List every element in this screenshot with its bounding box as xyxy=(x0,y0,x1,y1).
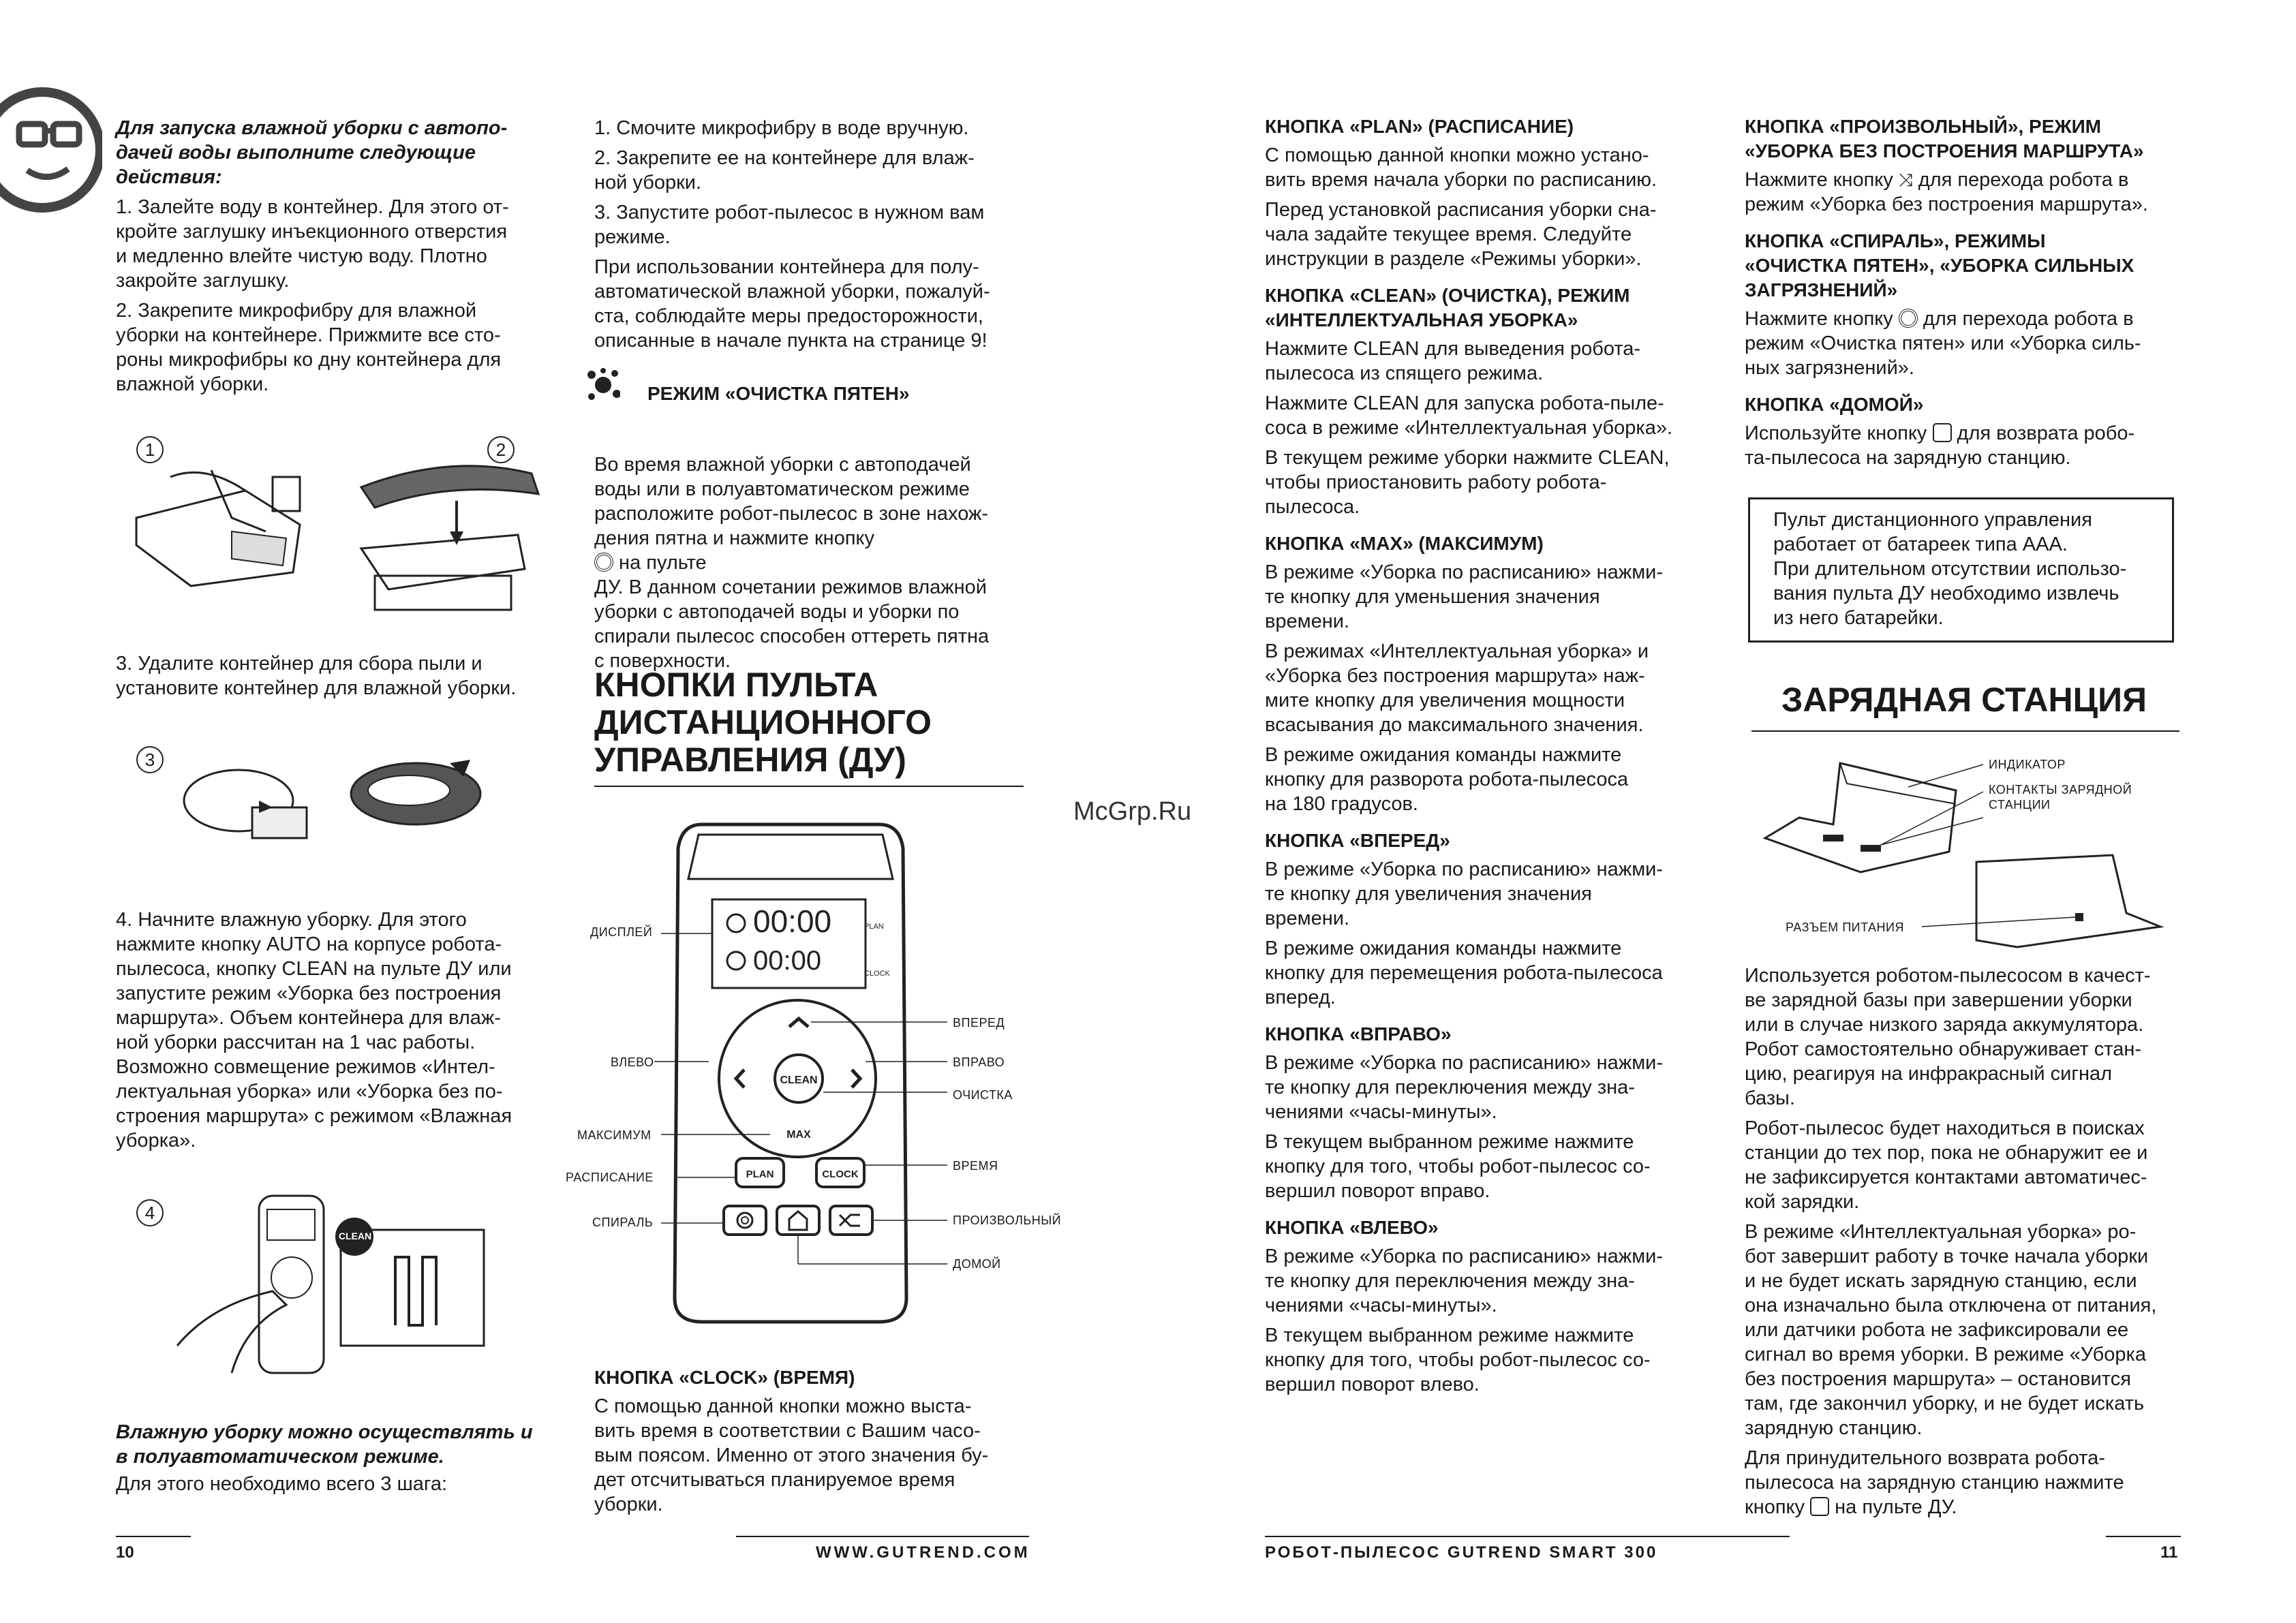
figure-number-1: 1 xyxy=(136,436,164,463)
label-clean: ОЧИСТКА xyxy=(953,1088,1013,1102)
gutrend-face-logo xyxy=(0,82,102,218)
forward-title: КНОПКА «ВПЕРЕД» xyxy=(1265,830,1450,851)
wet-step-1: 1. Залейте воду в контейнер. Для этого от- кройте заглушку инъекционного отверстия и медленно влейте чистую воду. Плотно закройте заглушку. xyxy=(116,196,509,292)
spot-mode-text xyxy=(594,428,1037,673)
semi-auto-bold: Влажную уборку можно осуществлять и в полуавтоматическом режиме. xyxy=(116,1421,533,1468)
spiral-title: КНОПКА «СПИРАЛЬ», РЕЖИМЫ «ОЧИСТКА ПЯТЕН», «УБОРКА СИЛЬНЫХ ЗАГРЯЗНЕНИЙ» xyxy=(1745,230,2134,300)
figure-remote-clean-illustration xyxy=(170,1189,491,1380)
max-p2: В режимах «Интеллектуальная уборка» и «Уборка без построения маршрута» наж- мите кнопку для увеличения мощности всасывания до максимального значения. xyxy=(1265,640,1649,736)
left-p2: В текущем выбранном режиме нажмите кнопку для того, чтобы робот-пылесос со- вершил поворот влево. xyxy=(1265,1325,1651,1395)
home-icon xyxy=(1933,423,1952,442)
plan-title: КНОПКА «PLAN» (РАСПИСАНИЕ) xyxy=(1265,116,1574,137)
left-col-1b xyxy=(116,651,559,706)
spot-text-b: на пульте ДУ. В данном сочетании режимов влажной уборки с автоподачей воды и уборки по спирали пылесос способен оттереть пятна с поверхности. xyxy=(594,552,990,672)
figure-number-3: 3 xyxy=(136,746,164,773)
forward-arrow-icon[interactable] xyxy=(789,1019,808,1027)
plan-p2: Перед установкой расписания уборки сна- чала задайте текущее время. Следуйте инструкции в разделе «Режимы уборки». xyxy=(1265,199,1657,270)
random-title: КНОПКА «ПРОИЗВОЛЬНЫЙ», РЕЖИМ «УБОРКА БЕЗ ПОСТРОЕНИЯ МАРШРУТА» xyxy=(1745,116,2144,161)
display-top-digits: 00:00 xyxy=(753,903,832,939)
label-plan: РАСПИСАНИЕ xyxy=(566,1171,654,1184)
station-p4-a: Для принудительного возврата робота- пылесоса на зарядную станцию нажмите кнопку xyxy=(1745,1447,2124,1518)
spiral-icon xyxy=(594,553,613,572)
station-text xyxy=(1745,963,2194,1525)
clean-p2: Нажмите CLEAN для запуска робота-пыле- соса в режиме «Интеллектуальная уборка». xyxy=(1265,392,1673,439)
semi-note: При использовании контейнера для полу- автоматической влажной уборки, пожалуй- ста, соблюдайте меры предосторожности, описанные в начале пункта на странице 9! xyxy=(594,256,990,352)
label-power-port: РАЗЪЕМ ПИТАНИЯ xyxy=(1786,921,1904,934)
watermark: McGrp.Ru xyxy=(1073,797,1192,826)
spiral-text-b: для перехода робота в режим «Очистка пятен» или «Уборка силь- ных загрязнений». xyxy=(1745,308,2141,379)
right-col-4 xyxy=(1745,114,2194,476)
label-spiral: СПИРАЛЬ xyxy=(592,1216,654,1229)
figure-container-swap-illustration xyxy=(177,753,504,855)
clock-title: КНОПКА «CLOCK» (ВРЕМЯ) xyxy=(594,1367,855,1388)
station-title-rule xyxy=(1751,730,2179,732)
display-bottom-digits: 00:00 xyxy=(753,946,822,976)
semi-step-2: 2. Закрепите ее на контейнере для влаж- ной уборки. xyxy=(594,147,975,194)
remote-clock-button[interactable]: CLOCK xyxy=(822,1169,859,1180)
figure-number-2: 2 xyxy=(487,436,515,463)
right-p1: В режиме «Уборка по расписанию» нажми- те кнопку для переключения между зна- чениями «часы-минуты». xyxy=(1265,1052,1664,1123)
left-col-2 xyxy=(594,116,1037,358)
page-number-right: 11 xyxy=(2160,1543,2178,1562)
label-contacts: КОНТАКТЫ ЗАРЯДНОЙ СТАНЦИИ xyxy=(1989,783,2132,812)
display-plan-label: PLAN xyxy=(864,923,884,931)
forward-p1: В режиме «Уборка по расписанию» нажми- те кнопку для увеличения значения времени. xyxy=(1265,859,1664,929)
display-clock-label: CLOCK xyxy=(864,970,890,978)
right-arrow-icon[interactable] xyxy=(852,1070,860,1087)
left-title: КНОПКА «ВЛЕВО» xyxy=(1265,1217,1439,1238)
wet-intro: Для запуска влажной уборки с автопо- дачей воды выполните следующие действия: xyxy=(116,117,508,188)
spot-text-a: Во время влажной уборки с автоподачей воды или в полуавтоматическом режиме расположите робот-пылесос в зоне нахож- дения пятна и нажмите кнопку xyxy=(594,454,989,549)
right-p2: В текущем выбранном режиме нажмите кнопку для того, чтобы робот-пылесос со- вершил поворот вправо. xyxy=(1265,1131,1651,1202)
wet-step-4: 4. Начните влажную уборку. Для этого нажмите кнопку AUTO на корпусе робота- пылесоса, кнопку CLEAN на пульте ДУ или запустите режим «Уборка без построения маршрута». Объем контейнера для влаж- ной уборки рассчитан на 1 час работы. Возможно совмещение режимов «Интел- лектуальная уборка» или «Уборка без по- строения маршрута» с режимом «Влажная уборка». xyxy=(116,909,512,1151)
remote-spiral-button[interactable] xyxy=(724,1206,766,1235)
random-text-a: Нажмите кнопку xyxy=(1745,169,1899,191)
semi-step-3: 3. Запустите робот-пылесос в нужном вам режиме. xyxy=(594,202,985,248)
left-col-1 xyxy=(116,116,559,402)
home-text-a: Используйте кнопку xyxy=(1745,422,1933,444)
footer-rule-left-b xyxy=(736,1536,1029,1537)
clean-p3: В текущем режиме уборки нажмите CLEAN, чтобы приостановить работу робота- пылесоса. xyxy=(1265,447,1670,518)
station-title: ЗАРЯДНАЯ СТАНЦИЯ xyxy=(1781,681,2147,719)
station-p4 xyxy=(1745,1446,2194,1519)
right-col-3 xyxy=(1265,114,1715,1402)
remote-plan-button[interactable]: PLAN xyxy=(746,1169,774,1180)
battery-note-1: Пульт дистанционного управления работает от батареек типа ААА. xyxy=(1773,509,2092,555)
battery-note-2: При длительном отсутствии использо- вания пульта ДУ необходимо извлечь из него батарейки. xyxy=(1773,558,2127,629)
label-random: ПРОИЗВОЛЬНЫЙ xyxy=(953,1214,1062,1227)
battery-note-box xyxy=(1748,497,2174,643)
right-title: КНОПКА «ВПРАВО» xyxy=(1265,1023,1452,1045)
spiral-icon xyxy=(1899,309,1918,328)
page-number-left: 10 xyxy=(116,1543,134,1562)
label-home: ДОМОЙ xyxy=(953,1257,1001,1271)
figure-number-4: 4 xyxy=(136,1199,164,1226)
max-p3: В режиме ожидания команды нажмите кнопку для разворота робота-пылесоса на 180 градусов. xyxy=(1265,744,1629,815)
figure-fill-water-illustration xyxy=(129,450,320,613)
label-forward: ВПЕРЕД xyxy=(953,1016,1005,1030)
spot-splash-icon xyxy=(586,368,620,402)
label-max: МАКСИМУМ xyxy=(577,1128,652,1142)
left-arrow-icon[interactable] xyxy=(736,1070,744,1087)
left-col-1d xyxy=(116,1420,559,1502)
remote-section-title: КНОПКИ ПУЛЬТА ДИСТАНЦИОННОГО УПРАВЛЕНИЯ (ДУ) xyxy=(594,666,932,779)
remote-clean-button[interactable]: CLEAN xyxy=(780,1075,818,1086)
footer-rule-right-a xyxy=(1265,1536,1790,1537)
left-col-1c xyxy=(116,908,559,1158)
home-text xyxy=(1745,421,2194,470)
wet-step-3: 3. Удалите контейнер для сбора пыли и установите контейнер для влажной уборки. xyxy=(116,653,517,699)
remote-max-button[interactable]: MAX xyxy=(786,1129,811,1141)
footer-rule-right-b xyxy=(2106,1536,2181,1537)
figure-microfiber-illustration xyxy=(348,453,552,617)
clock-section xyxy=(594,1365,1037,1522)
label-display: ДИСПЛЕЙ xyxy=(590,925,653,939)
wet-step-2: 2. Закрепите микрофибру для влажной уборки на контейнере. Прижмите все сто- роны микрофибры ко дну контейнера для влажной уборки. xyxy=(116,300,502,395)
footer-model: РОБОТ-ПЫЛЕСОС GUTREND SMART 300 xyxy=(1265,1543,1658,1562)
station-p2: Робот-пылесос будет находиться в поисках станции до тех пор, пока не обнаружит ее и не зафиксируется контактами автоматичес- кой зарядки. xyxy=(1745,1117,2148,1213)
footer-rule-left-a xyxy=(116,1536,191,1537)
remote-title-rule xyxy=(594,786,1024,787)
spot-mode-title: РЕЖИМ «ОЧИСТКА ПЯТЕН» xyxy=(647,383,910,404)
label-time: ВРЕМЯ xyxy=(953,1159,998,1173)
remote-control-diagram xyxy=(566,821,1084,1325)
footer-site: WWW.GUTREND.COM xyxy=(816,1543,1030,1562)
clean-p1: Нажмите CLEAN для выведения робота- пылесоса из спящего режима. xyxy=(1265,338,1641,384)
clean-title: КНОПКА «CLEAN» (ОЧИСТКА), РЕЖИМ «ИНТЕЛЛЕКТУАЛЬНАЯ УБОРКА» xyxy=(1265,285,1630,330)
random-text xyxy=(1745,168,2194,217)
station-p3: В режиме «Интеллектуальная уборка» ро- бот завершит работу в точке начала уборки и не будет искать зарядную станцию, если она изначально была отключена от питания, или датчики робота не зафиксировали ее сигнал во время уборки. В режиме «Уборка без построения маршрута» – остановится там, где закончил уборку, и не будет искать зарядную станцию. xyxy=(1745,1221,2157,1439)
forward-p2: В режиме ожидания команды нажмите кнопку для перемещения робота-пылесоса вперед. xyxy=(1265,938,1663,1008)
semi-step-1: 1. Смочите микрофибру в воде вручную. xyxy=(594,117,969,139)
spiral-text-a: Нажмите кнопку xyxy=(1745,308,1899,330)
home-icon xyxy=(1810,1497,1829,1516)
left-p1: В режиме «Уборка по расписанию» нажми- те кнопку для переключения между зна- чениями «часы-минуты». xyxy=(1265,1246,1664,1316)
home-title: КНОПКА «ДОМОЙ» xyxy=(1745,394,1924,415)
spiral-text xyxy=(1745,307,2194,380)
label-indicator: ИНДИКАТОР xyxy=(1989,758,2066,771)
random-text-b: для перехода робота в режим «Уборка без построения маршрута». xyxy=(1745,169,2148,215)
station-p1: Используется роботом-пылесосом в качест- ве зарядной базы при завершении уборки или в случае низкого заряда аккумулятора. Робот самостоятельно обнаруживает стан- цию, реагируя на инфракрасный сигнал базы. xyxy=(1745,965,2151,1109)
station-p4-b: на пульте ДУ. xyxy=(1829,1496,1957,1518)
plan-p1: С помощью данной кнопки можно устано- вить время начала уборки по расписанию. xyxy=(1265,144,1657,191)
label-left: ВЛЕВО xyxy=(611,1055,654,1069)
max-title: КНОПКА «MAX» (МАКСИМУМ) xyxy=(1265,533,1544,554)
label-right: ВПРАВО xyxy=(953,1055,1005,1069)
figure-clean-badge: CLEAN xyxy=(338,1231,372,1241)
shuffle-icon: ⤨ xyxy=(1898,170,1913,190)
max-p1: В режиме «Уборка по расписанию» нажми- те кнопку для уменьшения значения времени. xyxy=(1265,561,1664,632)
semi-auto-text: Для этого необходимо всего 3 шага: xyxy=(116,1473,448,1495)
clock-text: С помощью данной кнопки можно выста- вить время в соответствии с Вашим часо- вым поясом. Именно от этого значения бу- дет отсчитываться планируемое время уборки. xyxy=(594,1395,989,1515)
home-text-b: для возврата робо- та-пылесоса на зарядную станцию. xyxy=(1745,422,2135,469)
remote-random-button[interactable] xyxy=(830,1206,872,1235)
